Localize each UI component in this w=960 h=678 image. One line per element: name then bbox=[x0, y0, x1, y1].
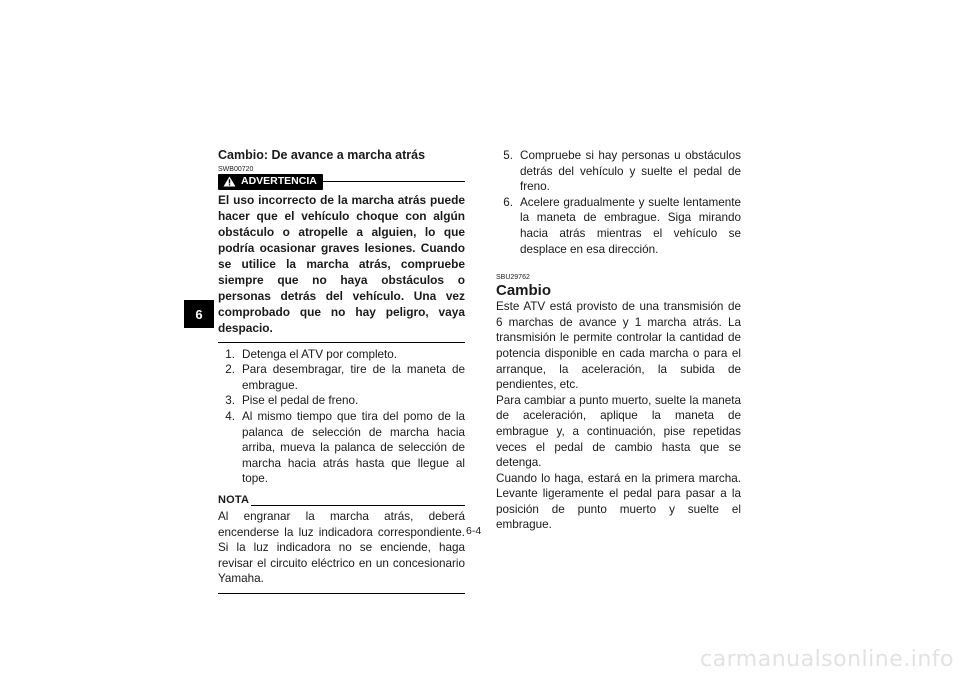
step-text: Al mismo tiempo que tira del pomo de la palanca de selección de marcha hacia arriba, mueva la palanca de selección de marcha hacia atrás hasta que llegue al tope. bbox=[242, 409, 465, 486]
step-text: Pise el pedal de freno. bbox=[242, 394, 359, 408]
step-item bbox=[218, 393, 465, 409]
step-text: Para desembragar, tire de la maneta de embrague. bbox=[242, 363, 465, 392]
left-column bbox=[218, 148, 465, 594]
warning-triangle-icon bbox=[223, 176, 236, 187]
step-number: 3. bbox=[225, 394, 235, 408]
warning-header bbox=[218, 174, 465, 190]
warning-rule bbox=[323, 181, 465, 182]
step-text: Compruebe si hay personas u obstáculos detrás del vehículo y suelte el pedal de freno. bbox=[520, 149, 741, 194]
watermark: carmanualsonline.info bbox=[700, 647, 954, 672]
step-number: 4. bbox=[225, 409, 235, 423]
warning-code: SWB00720 bbox=[218, 165, 254, 173]
page-number: 6-4 bbox=[466, 525, 482, 537]
body-paragraph: Este ATV está provisto de una transmisión de 6 marchas de avance y 1 marcha atrás. La transmisión le permite controlar la cantidad de potencia disponible en cada marcha o para el arranque, la aceleración, la subida de pendientes, etc. bbox=[496, 300, 741, 392]
warning-badge bbox=[218, 174, 323, 190]
section-code: SBU29762 bbox=[496, 274, 530, 282]
step-item bbox=[218, 409, 465, 487]
right-column bbox=[496, 148, 741, 533]
chapter-tab: 6 bbox=[184, 300, 214, 328]
section-title-cambio: Cambio bbox=[496, 282, 552, 300]
note-end-rule bbox=[218, 593, 465, 594]
warning-text: El uso incorrecto de la marcha atrás puede hacer que el vehículo choque con algún obstáculo o atropelle a alguien, lo que podría ocasionar graves lesiones. Cuando se utilice la marcha atrás, compruebe siempre que no haya obstáculos o personas detrás del vehículo. Una vez comprobado que no hay peligro, vaya despacio. bbox=[218, 192, 465, 335]
step-number: 5. bbox=[503, 149, 513, 162]
note-header bbox=[218, 495, 465, 509]
section-heading-reverse: Cambio: De avance a marcha atrás bbox=[218, 148, 426, 162]
step-number: 6. bbox=[503, 195, 513, 209]
warning-end-rule bbox=[218, 342, 465, 343]
step-number: 2. bbox=[225, 363, 235, 377]
note-rule bbox=[251, 505, 465, 506]
note-text: Al engranar la marcha atrás, deberá encenderse la luz indicadora correspondiente. Si la luz indicadora no se enciende, haga revisar el circuito eléctrico en un concesionario Yamaha. bbox=[218, 509, 465, 586]
body-paragraph: Cuando lo haga, estará en la primera marcha. Levante ligeramente el pedal para pasar a la posición de punto muerto y suelte el embrague. bbox=[496, 471, 741, 532]
step-number: 1. bbox=[225, 347, 235, 361]
step-item bbox=[496, 195, 741, 257]
section-body bbox=[496, 299, 741, 533]
note-label: NOTA bbox=[218, 494, 250, 507]
body-paragraph: Para cambiar a punto muerto, suelte la maneta de aceleración, aplique la maneta de embrague y, a continuación, pise repetidas veces el pedal de cambio hasta que se detenga. bbox=[496, 393, 741, 470]
step-item bbox=[496, 148, 741, 195]
step-text: Acelere gradualmente y suelte lentamente la maneta de embrague. Siga mirando hacia atrás mientras el vehículo se desplace en esa dirección. bbox=[520, 195, 741, 256]
step-item bbox=[218, 362, 465, 393]
steps-list-right bbox=[496, 148, 741, 257]
warning-label: ADVERTENCIA bbox=[241, 174, 317, 187]
steps-list-left bbox=[218, 347, 465, 487]
step-item bbox=[218, 347, 465, 363]
step-text: Detenga el ATV por completo. bbox=[242, 347, 398, 361]
